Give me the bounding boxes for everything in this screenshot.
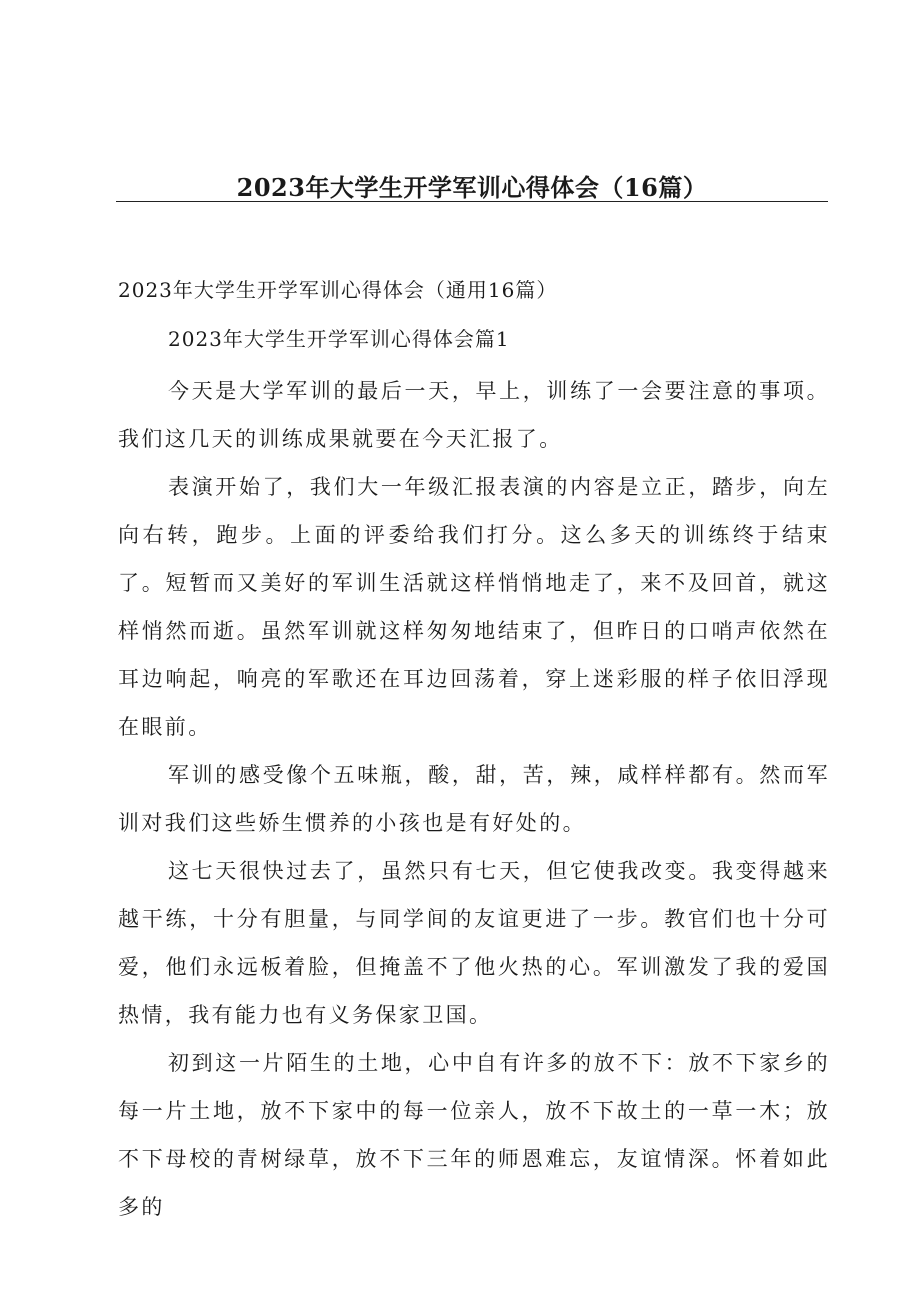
paragraph: 这七天很快过去了，虽然只有七天，但它使我改变。我变得越来越干练，十分有胆量，与同学间的友谊更进了一步。教官们也十分可爱，他们永远板着脸，但掩盖不了他火热的心。军训激发了我的爱国热情，我有能力也有义务保家卫国。 [118,859,830,1027]
paragraph: 表演开始了，我们大一年级汇报表演的内容是立正，踏步，向左向右转，跑步。上面的评委给我们打分。这么多天的训练终于结束了。短暂而又美好的军训生活就这样悄悄地走了，来不及回首，就这样悄然而逝。虽然军训就这样匆匆地结束了，但昨日的口哨声依然在耳边响起，响亮的军歌还在耳边回荡着，穿上迷彩服的样子依旧浮现在眼前。 [118,475,830,739]
paragraph: 军训的感受像个五味瓶，酸，甜，苦，辣，咸样样都有。然而军训对我们这些娇生惯养的小孩也是有好处的。 [118,763,830,835]
paragraph: 初到这一片陌生的土地，心中自有许多的放不下：放不下家乡的每一片土地，放不下家中的每一位亲人，放不下故土的一草一木；放不下母校的青树绿草，放不下三年的师恩难忘，友谊情深。怀着如此多的 [118,1051,830,1219]
section-heading: 2023年大学生开学军训心得体会篇1 [168,327,510,351]
title-underline [116,201,828,202]
paragraph: 今天是大学军训的最后一天，早上，训练了一会要注意的事项。我们这几天的训练成果就要在今天汇报了。 [118,379,830,451]
document-subtitle: 2023年大学生开学军训心得体会（通用16篇） [118,278,558,302]
document-body [118,367,830,1231]
document-title: 2023年大学生开学军训心得体会（16篇） [236,173,708,202]
